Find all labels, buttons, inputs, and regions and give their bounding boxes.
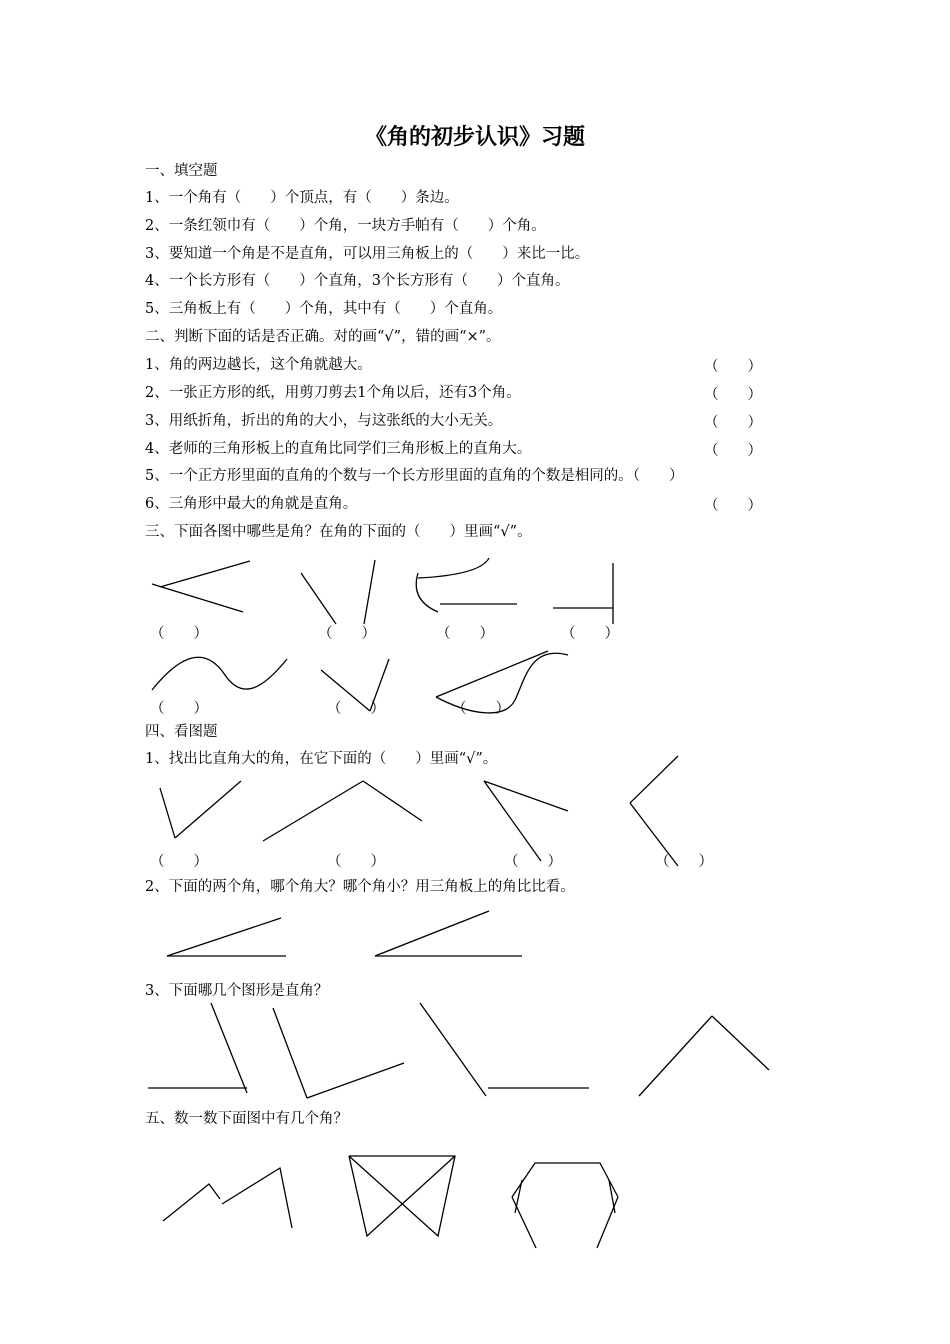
answer-paren: （ ） bbox=[150, 626, 208, 642]
judge-item-2: 2、一张正方形的纸，用剪刀剪去1个角以后，还有3个角。 bbox=[145, 385, 521, 401]
figure-3-6 bbox=[321, 659, 389, 711]
answer-paren: （ ） bbox=[327, 854, 385, 870]
judge-item-1: 1、角的两边越长，这个角就越大。 bbox=[145, 357, 372, 373]
answer-paren: （ ） bbox=[561, 626, 619, 642]
answer-paren: （ ） bbox=[150, 701, 208, 717]
fill-item-2: 2、一条红领巾有（ ）个角，一块方手帕有（ ）个角。 bbox=[145, 218, 546, 234]
figure-4-1-d bbox=[630, 756, 678, 866]
answer-paren: （ ） bbox=[150, 854, 208, 870]
figure-3-4 bbox=[553, 563, 613, 624]
section3-heading: 三、下面各图中哪些是角？在角的下面的（ ）里画“√”。 bbox=[145, 524, 532, 540]
judge-answer-3: （ ） bbox=[704, 415, 762, 431]
look-q1: 1、找出比直角大的角，在它下面的（ ）里画“√”。 bbox=[145, 751, 498, 767]
judge-item-4: 4、老师的三角形板上的直角比同学们三角形板上的直角大。 bbox=[145, 441, 532, 457]
figure-4-3-a bbox=[148, 1003, 247, 1093]
answer-paren: （ ） bbox=[318, 626, 376, 642]
figure-4-3-c bbox=[420, 1003, 589, 1096]
answer-paren: （ ） bbox=[327, 701, 385, 717]
section4-heading: 四、看图题 bbox=[145, 724, 218, 740]
figure-4-3-b bbox=[273, 1008, 404, 1098]
judge-answer-4: （ ） bbox=[704, 443, 762, 459]
judge-item-3: 3、用纸折角，折出的角的大小，与这张纸的大小无关。 bbox=[145, 413, 503, 429]
fill-item-3: 3、要知道一个角是不是直角，可以用三角板上的（ ）来比一比。 bbox=[145, 246, 590, 262]
judge-item-5: 5、一个正方形里面的直角的个数与一个长方形里面的直角的个数是相同的。（ ） bbox=[145, 468, 684, 484]
fill-item-5: 5、三角板上有（ ）个角，其中有（ ）个直角。 bbox=[145, 301, 503, 317]
look-q3: 3、下面哪几个图形是直角？ bbox=[145, 983, 329, 999]
figure-5-1 bbox=[163, 1168, 292, 1228]
judge-item-6: 6、三角形中最大的角就是直角。 bbox=[145, 496, 358, 512]
figure-3-5 bbox=[152, 657, 287, 690]
judge-answer-1: （ ） bbox=[704, 359, 762, 375]
figure-4-1-a bbox=[160, 781, 241, 838]
fill-item-4: 4、一个长方形有（ ）个直角，3个长方形有（ ）个直角。 bbox=[145, 273, 570, 289]
look-q2: 2、下面的两个角，哪个角大？哪个角小？用三角板上的角比比看。 bbox=[145, 879, 575, 895]
fill-item-1: 1、一个角有（ ）个顶点，有（ ）条边。 bbox=[145, 190, 459, 206]
answer-paren: （ ） bbox=[504, 854, 562, 870]
figure-5-3 bbox=[512, 1163, 618, 1248]
figure-3-1 bbox=[152, 561, 250, 612]
figure-5-2 bbox=[349, 1156, 455, 1236]
section5-heading: 五、数一数下面图中有几个角？ bbox=[145, 1111, 348, 1127]
figure-3-7 bbox=[436, 651, 568, 713]
answer-paren: （ ） bbox=[655, 854, 713, 870]
answer-paren: （ ） bbox=[436, 626, 494, 642]
page-title: 《角的初步认识》习题 bbox=[364, 124, 585, 150]
judge-answer-2: （ ） bbox=[704, 387, 762, 403]
figure-4-1-c bbox=[484, 781, 568, 861]
figure-4-3-d bbox=[639, 1016, 769, 1096]
figure-4-1-b bbox=[263, 781, 422, 841]
figure-3-2 bbox=[301, 560, 375, 624]
section2-heading: 二、判断下面的话是否正确。对的画“√”，错的画“×”。 bbox=[145, 329, 501, 345]
figure-4-2-b bbox=[375, 911, 522, 956]
section1-heading: 一、填空题 bbox=[145, 163, 218, 179]
figure-3-3 bbox=[416, 558, 517, 612]
figure-4-2-a bbox=[167, 918, 286, 956]
judge-answer-6: （ ） bbox=[704, 498, 762, 514]
answer-paren: （ ） bbox=[452, 701, 510, 717]
